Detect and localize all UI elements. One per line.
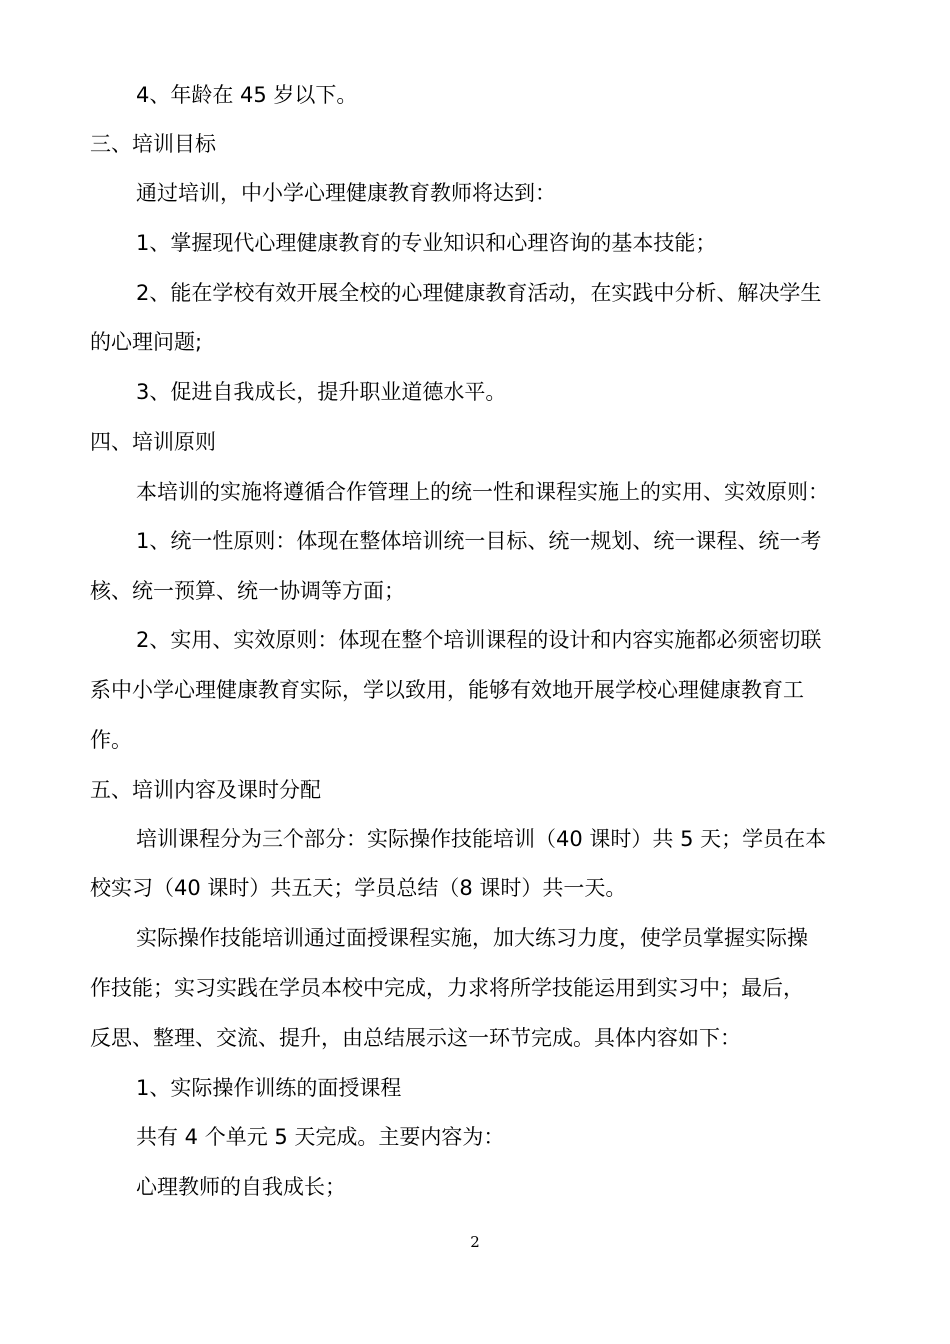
paragraph-line: 共有 4 个单元 5 天完成。主要内容为：: [136, 1125, 505, 1149]
paragraph-line: 培训课程分为三个部分：实际操作技能培训（40 课时）共 5 天；学员在本: [136, 827, 827, 851]
paragraph-line-continued: 校实习（40 课时）共五天；学员总结（8 课时）共一天。: [90, 876, 627, 900]
principle-item-2: 2、实用、实效原则：体现在整个培训课程的设计和内容实施都必须密切联: [136, 628, 822, 652]
paragraph-line: 实际操作技能培训通过面授课程实施，加大练习力度，使学员掌握实际操: [136, 926, 808, 950]
section-heading-content-hours: 五、培训内容及课时分配: [90, 778, 321, 802]
paragraph-line: 通过培训，中小学心理健康教育教师将达到：: [136, 181, 556, 205]
paragraph-line: 本培训的实施将遵循合作管理上的统一性和课程实施上的实用、实效原则：: [136, 480, 829, 504]
principle-item-1-continued: 核、统一预算、统一协调等方面；: [90, 579, 405, 603]
section-heading-training-principles: 四、培训原则: [90, 430, 216, 454]
paragraph-line-continued: 作技能；实习实践在学员本校中完成，力求将所学技能运用到实习中；最后，: [90, 976, 804, 1000]
goal-item-2-continued: 的心理问题;: [90, 330, 203, 354]
goal-item-3: 3、促进自我成长，提升职业道德水平。: [136, 380, 507, 404]
section-heading-training-goals: 三、培训目标: [90, 132, 216, 156]
content-item: 心理教师的自我成长；: [136, 1175, 346, 1199]
goal-item-2: 2、能在学校有效开展全校的心理健康教育活动，在实践中分析、解决学生: [136, 281, 822, 305]
principle-item-2-continued: 作。: [90, 728, 132, 752]
paragraph-line-continued: 反思、整理、交流、提升，由总结展示这一环节完成。具体内容如下：: [90, 1026, 741, 1050]
page-number: 2: [470, 1233, 480, 1251]
principle-item-1: 1、统一性原则：体现在整体培训统一目标、统一规划、统一课程、统一考: [136, 529, 822, 553]
principle-item-2-continued: 系中小学心理健康教育实际，学以致用，能够有效地开展学校心理健康教育工: [90, 678, 804, 702]
subheading-face-to-face-course: 1、实际操作训练的面授课程: [136, 1076, 402, 1100]
goal-item-1: 1、掌握现代心理健康教育的专业知识和心理咨询的基本技能；: [136, 231, 717, 255]
requirement-age-line: 4、年龄在 45 岁以下。: [136, 83, 358, 107]
